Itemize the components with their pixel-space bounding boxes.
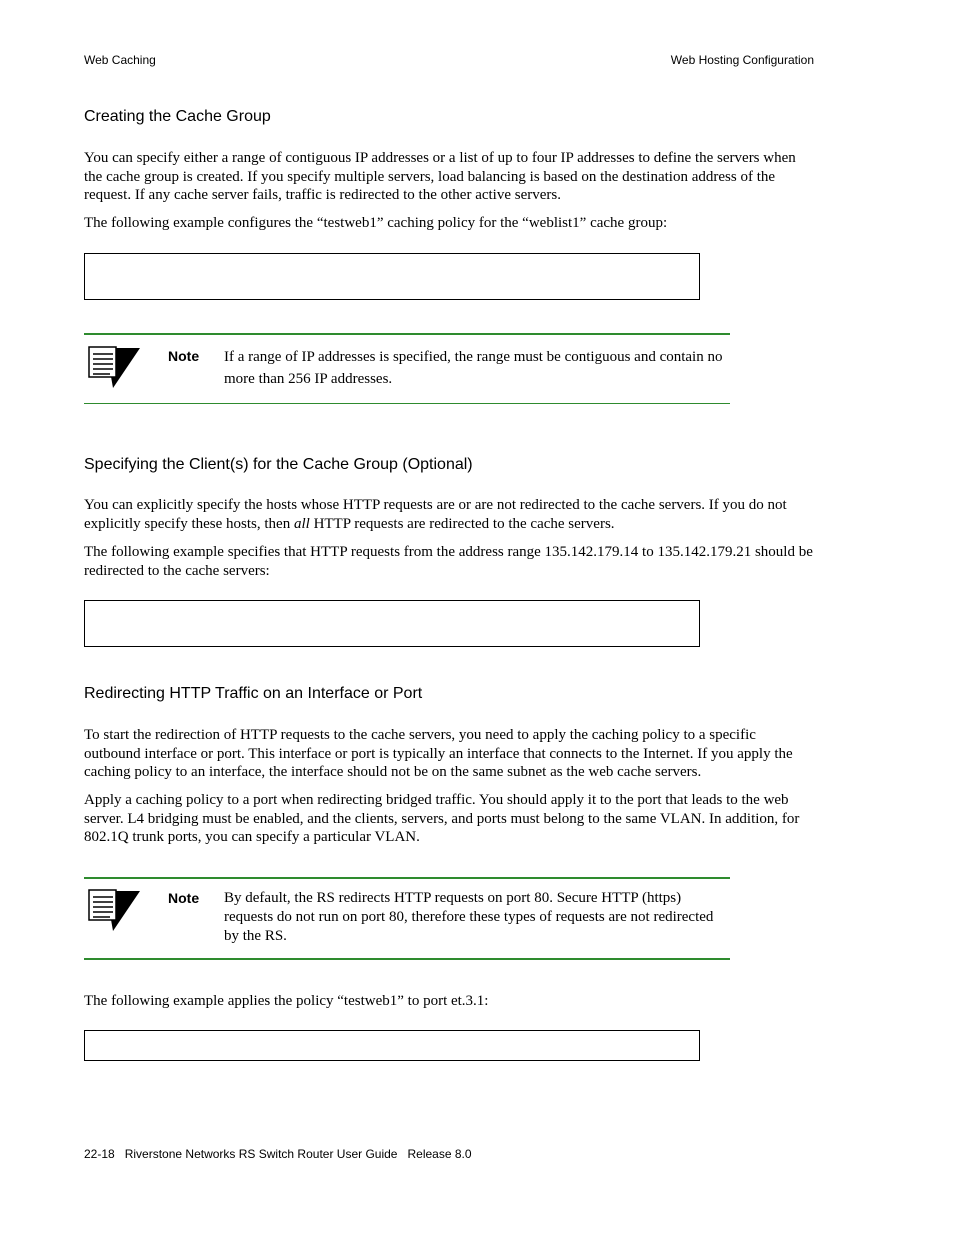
body-paragraph: You can explicitly specify the hosts whose HTTP requests are or are not redirected to the cache servers. If you do not explicitly specify these hosts, then all HTTP requests are redirected to the cache servers.	[84, 497, 787, 532]
note-label: Note	[168, 890, 200, 906]
body-paragraph: The following example specifies that HTTP requests from the address range 135.142.179.14 to 135.142.179.21 should be redirected to the cache servers:	[84, 544, 813, 579]
section-heading: Specifying the Client(s) for the Cache Group (Optional)	[84, 456, 473, 473]
section-heading: Creating the Cache Group	[84, 108, 271, 125]
body-paragraph: The following example applies the policy “testweb1” to port et.3.1:	[84, 993, 489, 1009]
note-text: If a range of IP addresses is specified, the range must be contiguous and contain no more than 256 IP addresses.	[224, 349, 723, 387]
note-pad-icon	[86, 887, 142, 933]
code-example-box	[84, 253, 700, 300]
body-paragraph: Apply a caching policy to a port when redirecting bridged traffic. You should apply it to the port that leads to the web server. L4 bridging must be enabled, and the clients, servers, and ports must belong to the same VLAN. In addition, for 802.1Q trunk ports, you can specify a particular VLAN.	[84, 792, 800, 846]
running-header-left: Web Caching	[84, 53, 156, 67]
footer-title: Riverstone Networks RS Switch Router User Guide	[124, 1147, 398, 1161]
body-paragraph: To start the redirection of HTTP requests to the cache servers, you need to apply the caching policy to a specific outbound interface or port. This interface or port is typically an interface that connects to the Internet. If you apply the caching policy to an interface, the interface should not be on the same subnet as the web cache servers.	[84, 727, 793, 781]
body-paragraph: The following example configures the “testweb1” caching policy for the “weblist1” cache group:	[84, 215, 668, 231]
footer-release: Release 8.0	[407, 1147, 472, 1161]
running-header-right: Web Hosting Configuration	[670, 53, 814, 67]
page-number: 22-18	[84, 1147, 115, 1161]
code-example-box	[84, 600, 700, 647]
note-text: By default, the RS redirects HTTP requests on port 80. Secure HTTP (https) requests do not run on port 80, therefore these types of requests are not redirected by the RS.	[224, 890, 714, 944]
note-label: Note	[168, 348, 200, 364]
page-footer	[84, 1147, 472, 1161]
section-heading: Redirecting HTTP Traffic on an Interface or Port	[84, 685, 423, 702]
note-top-rule	[84, 333, 730, 335]
code-example-box	[84, 1030, 700, 1061]
note-bottom-rule	[84, 958, 730, 960]
note-pad-icon	[86, 344, 142, 390]
note-bottom-rule	[84, 403, 730, 404]
body-paragraph: You can specify either a range of contiguous IP addresses or a list of up to four IP addresses to define the servers when the cache group is created. If you specify multiple servers, load balancing is based on the destination address of the request. If any cache server fails, traffic is redirected to the other active servers.	[84, 150, 796, 204]
note-top-rule	[84, 877, 730, 879]
